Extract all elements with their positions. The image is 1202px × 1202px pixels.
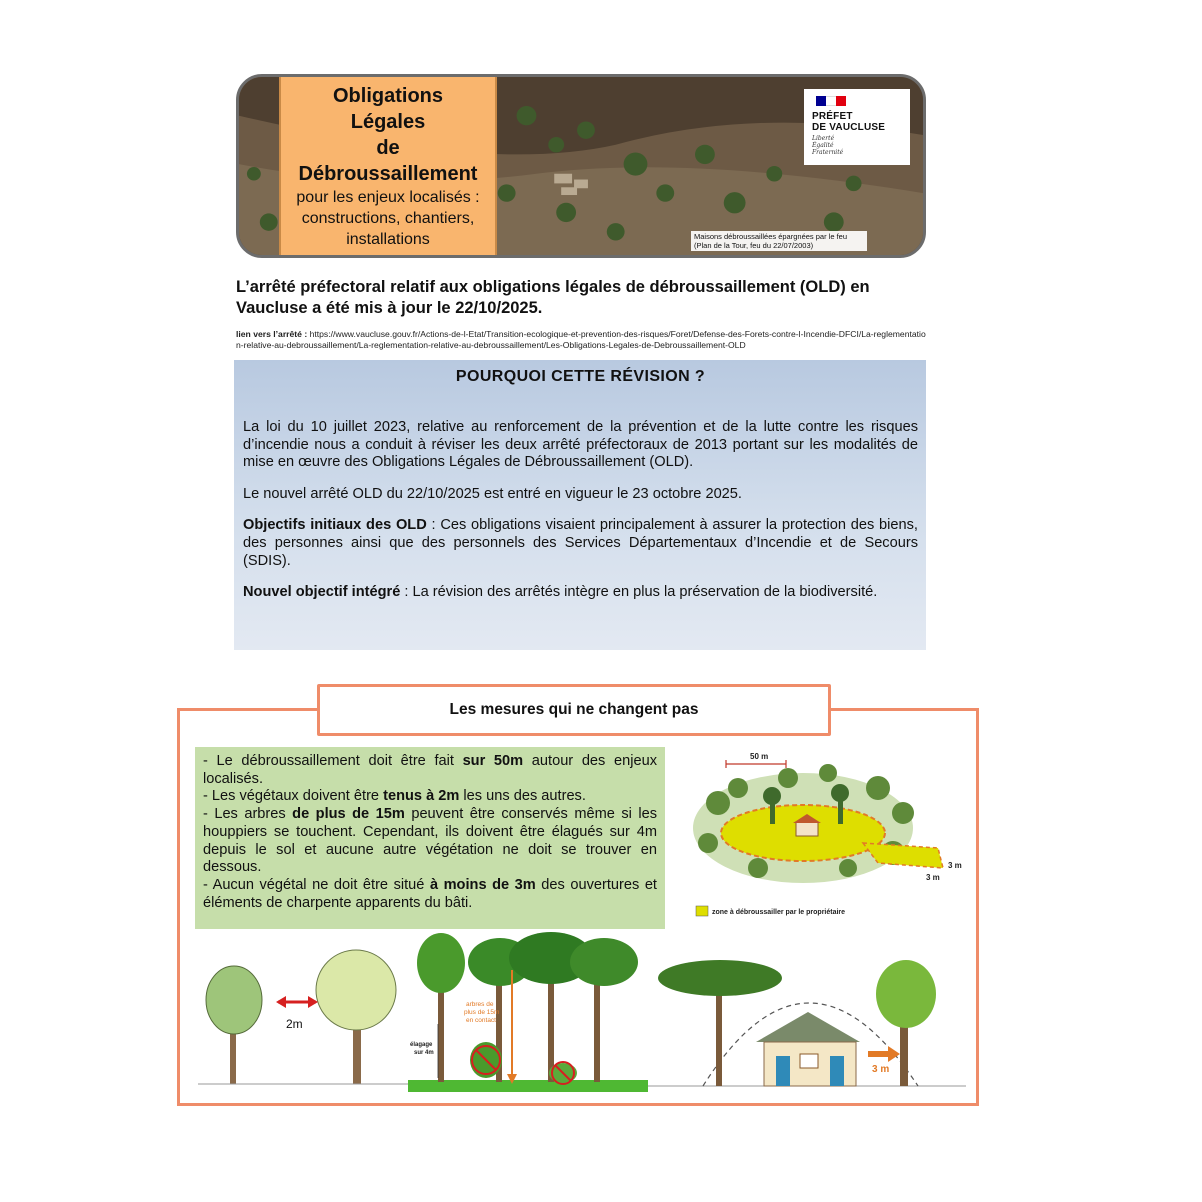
prefecture-logo <box>804 89 910 165</box>
why-paragraph <box>243 517 918 570</box>
title-line: Obligations <box>333 85 443 107</box>
logo-motto-line: Liberté <box>812 135 835 142</box>
rule-item: - Les arbres de plus de 15m peuvent être conservés même si les houppiers se touchent. Cependant, ils doivent être élagués sur 4m depuis le sol et aucune autre végétation ne doit se trouver en dessous. <box>203 806 658 876</box>
tall-trees-illustration <box>408 928 648 1094</box>
title-line: Légales <box>350 111 426 133</box>
link-label: lien vers l’arrêté : <box>236 329 308 339</box>
svg-text:plus de 15m <box>464 1009 499 1016</box>
label-3m: 3 m <box>872 1064 890 1075</box>
subtitle-line: installations <box>346 231 430 248</box>
photo-caption-line: (Plan de la Tour, feu du 22/07/2003) <box>694 241 814 250</box>
title-box <box>279 77 497 255</box>
why-text: : La révision des arrêtés intègre en plus la préservation de la biodiversité. <box>400 584 878 601</box>
svg-text:en contact <box>466 1017 496 1024</box>
decree-link-block <box>236 329 926 351</box>
rule-item: - Le débroussaillement doit être fait sur 50m autour des enjeux localisés. <box>203 753 657 787</box>
why-text: : Ces obligations visaient principalement à assurer la protection des biens, des personnes ainsi que des personnels des Services Départementaux d’Incendie et de Secours (SDIS). <box>243 517 918 569</box>
subtitle-line: pour les enjeux localisés : <box>296 189 480 206</box>
french-flag-icon <box>816 96 846 106</box>
title-line: Débroussaillement <box>298 163 478 185</box>
why-section <box>234 360 926 650</box>
label-arbres: plus de 15m <box>464 1009 500 1016</box>
svg-text:arbres de <box>466 1001 494 1008</box>
decree-link[interactable]: https://www.vaucluse.gouv.fr/Actions-de-l-Etat/Transition-ecologique-et-prevention-des-risques/Foret/Defense-des-Forets-contre-l-Incendie-DFCI/La-reglementation-relative-au-debroussaillement/La-reglementation-relative-au-debroussaillement/Les-Obligations-Legales-de-Debroussaillement-OLD <box>236 329 926 350</box>
label-elagage: élagage <box>410 1042 433 1048</box>
label-3m: 3 m <box>926 873 940 882</box>
why-paragraph <box>243 584 918 602</box>
label-arbres: arbres de <box>466 1001 494 1008</box>
why-paragraph: La loi du 10 juillet 2023, relative au renforcement de la prévention et de la lutte contre les risques d’incendie nous a conduit à réviser les deux arrêté préfectoraux de 2013 portant sur les modalités de mise en œuvre des Obligations Légales de Débroussaillement (OLD). <box>243 419 918 471</box>
intro-text: L’arrêté préfectoral relatif aux obligations légales de débroussaillement (OLD) en Vaucluse a été mis à jour le 22/10/2025. <box>236 278 870 317</box>
photo-caption-line: Maisons débroussaillées épargnées par le feu <box>694 232 848 241</box>
rule-item: - Les végétaux doivent être tenus à 2m les uns des autres. <box>203 788 586 805</box>
legend-zone: zone à débroussailler par le propriétaire <box>712 909 846 916</box>
label-elagage: sur 4m <box>414 1050 434 1056</box>
why-label: Objectifs initiaux des OLD <box>243 517 427 534</box>
header-banner <box>236 74 926 258</box>
svg-text:sur 4m <box>414 1050 434 1056</box>
rule-item: - Aucun végétal ne doit être situé à moins de 3m des ouvertures et éléments de charpente apparents du bâti. <box>203 876 657 911</box>
logo-motto-line: Égalité <box>812 142 834 149</box>
logo-title-line: PRÉFET <box>812 111 853 122</box>
label-arbres: en contact <box>466 1017 496 1024</box>
title-line: de <box>376 137 400 159</box>
measures-rules <box>195 747 665 929</box>
label-2m: 2m <box>286 1017 303 1031</box>
house-3m-illustration <box>648 950 966 1092</box>
clearing-zone-diagram <box>678 748 968 928</box>
trees-2m-illustration <box>198 938 408 1090</box>
label-50m: 50 m <box>750 752 769 761</box>
subtitle-line: constructions, chantiers, <box>301 210 475 227</box>
logo-title-line: DE VAUCLUSE <box>812 122 886 133</box>
logo-motto-line: Fraternité <box>812 149 844 156</box>
why-title: POURQUOI CETTE RÉVISION ? <box>455 368 706 385</box>
svg-text:élagage <box>410 1042 433 1048</box>
photo-caption <box>691 231 867 251</box>
measures-title: Les mesures qui ne changent pas <box>317 684 831 736</box>
why-label: Nouvel objectif intégré <box>243 584 401 601</box>
label-3m: 3 m <box>948 861 962 870</box>
why-paragraph: Le nouvel arrêté OLD du 22/10/2025 est entré en vigueur le 23 octobre 2025. <box>243 485 742 502</box>
